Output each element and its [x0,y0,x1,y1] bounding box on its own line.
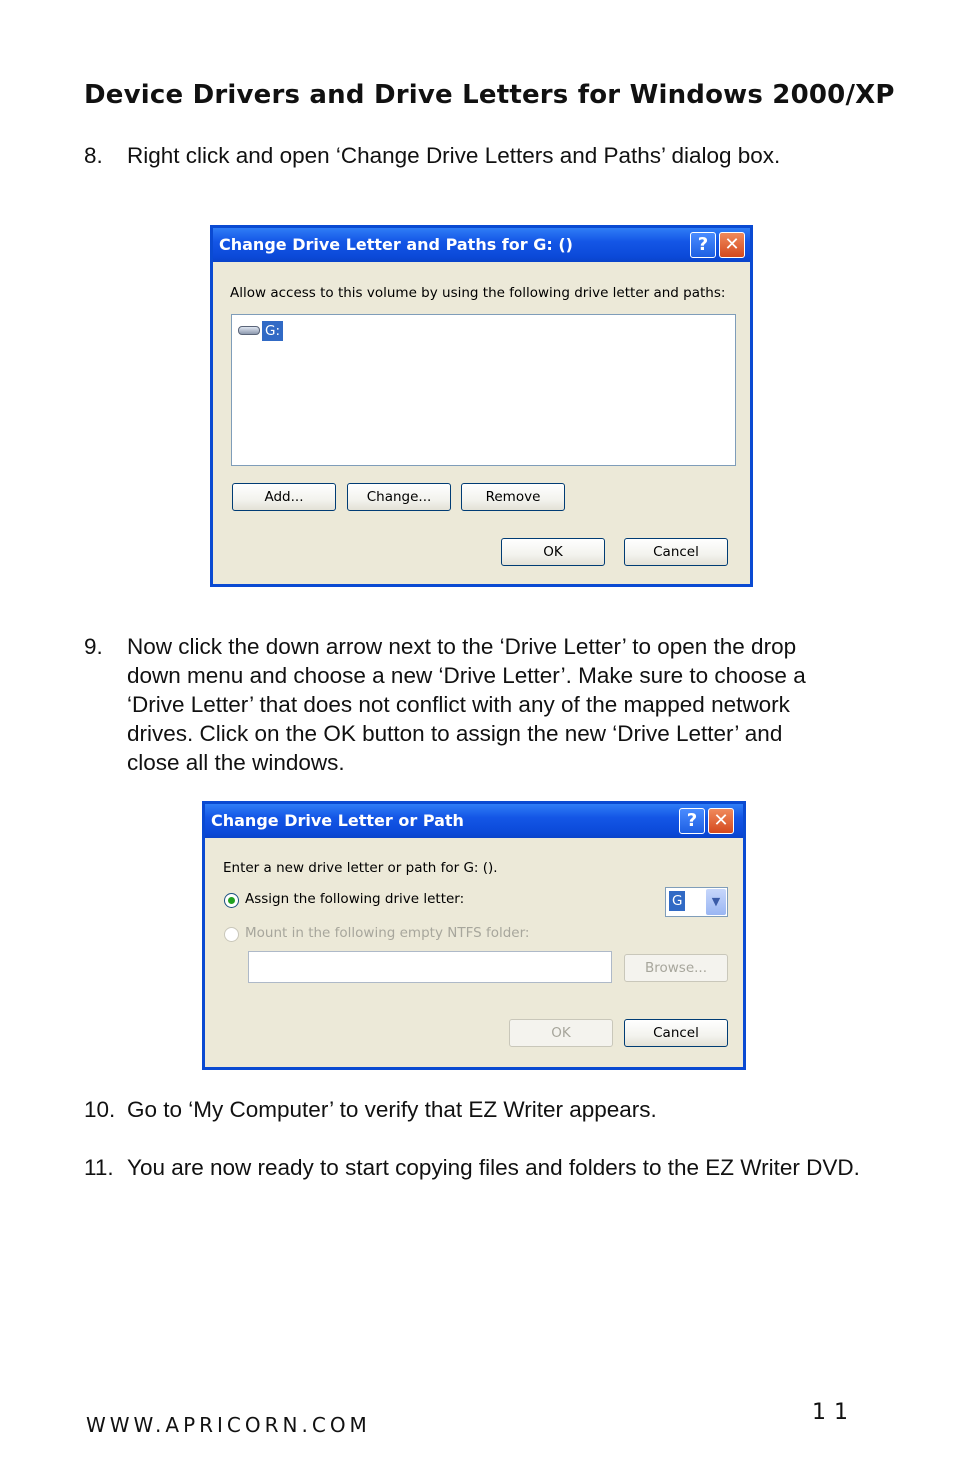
instruction-label: Enter a new drive letter or path for G: (). [223,860,498,876]
step-text-line: drives. Click on the OK button to assign the new ‘Drive Letter’ and [127,721,783,746]
chevron-down-icon[interactable]: ▼ [706,889,726,915]
remove-button[interactable]: Remove [461,483,565,511]
change-drive-letter-or-path-dialog [202,801,746,1070]
change-drive-letter-and-paths-dialog [210,225,753,587]
radio-selected-dot [228,897,235,904]
step-number: 11. [84,1155,114,1180]
close-icon[interactable]: ✕ [708,808,734,834]
drive-paths-list[interactable] [231,314,736,466]
step-text [127,632,806,777]
step-number: 10. [84,1097,116,1122]
step-text: You are now ready to start copying files and folders to the EZ Writer DVD. [127,1155,860,1180]
page-number: 11 [812,1400,856,1425]
drive-letter-value: G [669,891,685,911]
mount-folder-label: Mount in the following empty NTFS folder: [245,925,530,941]
step-11 [84,1153,884,1213]
cancel-button[interactable]: Cancel [624,538,728,566]
dialog-title: Change Drive Letter or Path [211,811,464,830]
dialog-title: Change Drive Letter and Paths for G: () [219,235,573,254]
step-text-line: close all the windows. [127,750,345,775]
instruction-label: Allow access to this volume by using the following drive letter and paths: [230,285,726,301]
footer-website: WWW.APRICORN.COM [86,1413,371,1437]
drive-letter-dropdown[interactable] [665,887,728,917]
help-icon[interactable]: ? [679,808,705,834]
dialog-titlebar [205,804,743,838]
folder-path-input[interactable] [248,951,612,983]
ok-button[interactable]: OK [509,1019,613,1047]
step-10 [84,1095,884,1125]
change-button[interactable]: Change... [347,483,451,511]
close-icon[interactable]: ✕ [719,232,745,258]
cancel-button[interactable]: Cancel [624,1019,728,1047]
ok-button[interactable]: OK [501,538,605,566]
assign-letter-label: Assign the following drive letter: [245,891,465,907]
drive-icon [238,326,260,335]
step-text: Go to ‘My Computer’ to verify that EZ Writer appears. [127,1097,657,1122]
step-number: 9. [84,634,103,659]
step-text-line: Now click the down arrow next to the ‘Drive Letter’ to open the drop [127,634,797,659]
step-number: 8. [84,143,103,168]
assign-letter-radio[interactable] [224,893,239,908]
step-8 [84,141,884,171]
step-text: Right click and open ‘Change Drive Letters and Paths’ dialog box. [127,143,781,168]
mount-folder-radio[interactable] [224,927,239,942]
dialog-titlebar [213,228,750,262]
page-heading: Device Drivers and Drive Letters for Windows 2000/XP [84,80,895,110]
add-button[interactable]: Add... [232,483,336,511]
step-text-line: down menu and choose a new ‘Drive Letter’. Make sure to choose a [127,663,806,688]
step-text-line: ‘Drive Letter’ that does not conflict with any of the mapped network [127,692,790,717]
step-9 [84,632,884,778]
browse-button[interactable]: Browse... [624,954,728,982]
drive-letter-item: G: [262,321,283,341]
help-icon[interactable]: ? [690,232,716,258]
